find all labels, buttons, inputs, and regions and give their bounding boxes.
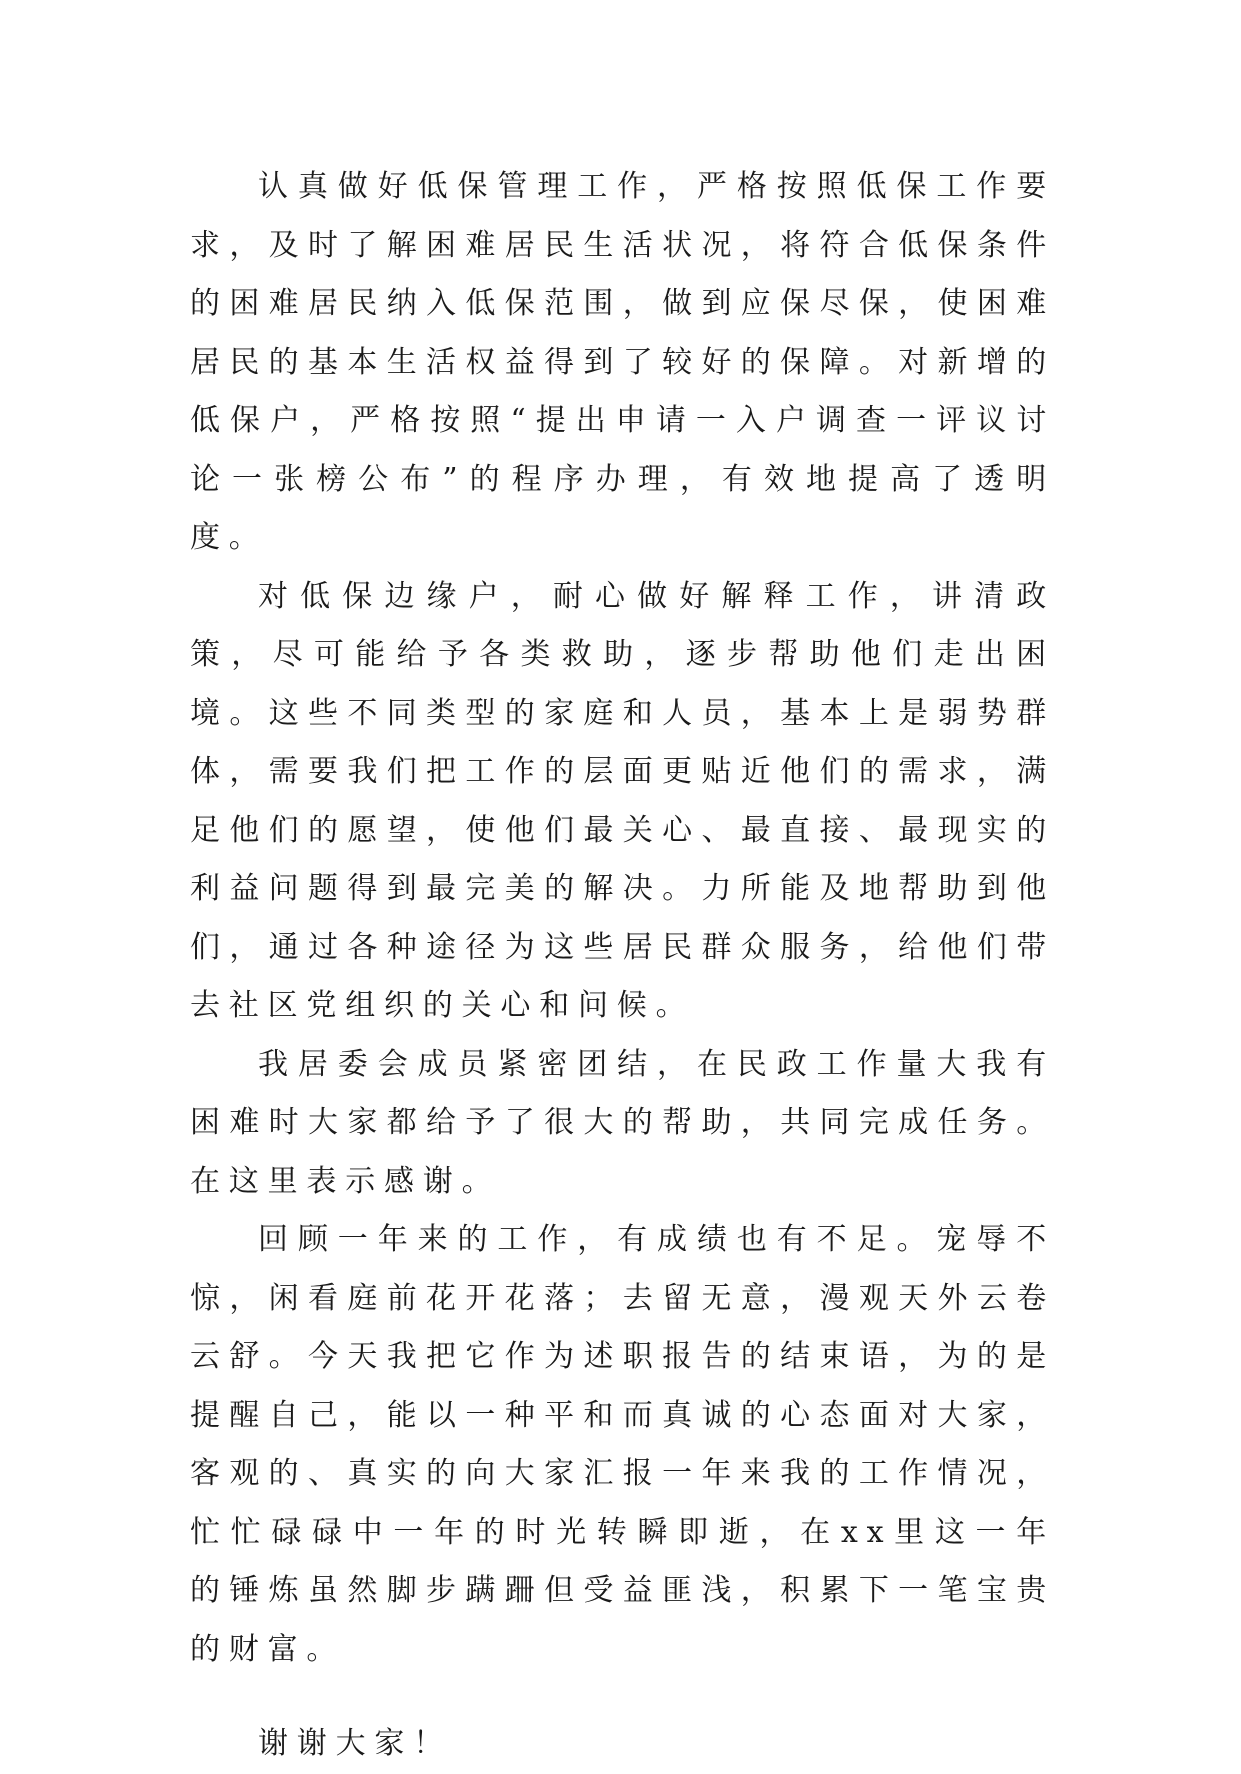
paragraph-low-income-management: 认真做好低保管理工作，严格按照低保工作要求，及时了解困难居民生活状况，将符合低保条件的困难居民纳入低保范围，做到应保尽保，使困难居民的基本生活权益得到了较好的保障。对新增的低保户，严格按照“提出申请一入户调查一评议讨论一张榜公布”的程序办理，有效地提高了透明度。 (190, 169, 1055, 555)
closing-thanks: 谢谢大家！ (258, 1726, 452, 1761)
paragraph-team-thanks: 我居委会成员紧密团结，在民政工作量大我有困难时大家都给予了很大的帮助，共同完成任务。在这里表示感谢。 (190, 1046, 1055, 1199)
paragraph-marginal-households: 对低保边缘户，耐心做好解释工作，讲清政策，尽可能给予各类救助，逐步帮助他们走出困境。这些不同类型的家庭和人员，基本上是弱势群体，需要我们把工作的层面更贴近他们的需求，满足他们的愿望，使他们最关心、最直接、最现实的利益问题得到最完美的解决。力所能及地帮助到他们，通过各种途径为这些居民群众服务，给他们带去社区党组织的关心和问候。 (190, 578, 1055, 1023)
paragraph-review-conclusion: 回顾一年来的工作，有成绩也有不足。宠辱不惊，闲看庭前花开花落；去留无意，漫观天外云卷云舒。今天我把它作为述职报告的结束语，为的是提醒自己，能以一种平和而真诚的心态面对大家，客观的、真实的向大家汇报一年来我的工作情况，忙忙碌碌中一年的时光转瞬即逝，在xx里这一年的锤炼虽然脚步蹒跚但受益匪浅，积累下一笔宝贵的财富。 (190, 1222, 1055, 1667)
document-body (190, 158, 1055, 1774)
